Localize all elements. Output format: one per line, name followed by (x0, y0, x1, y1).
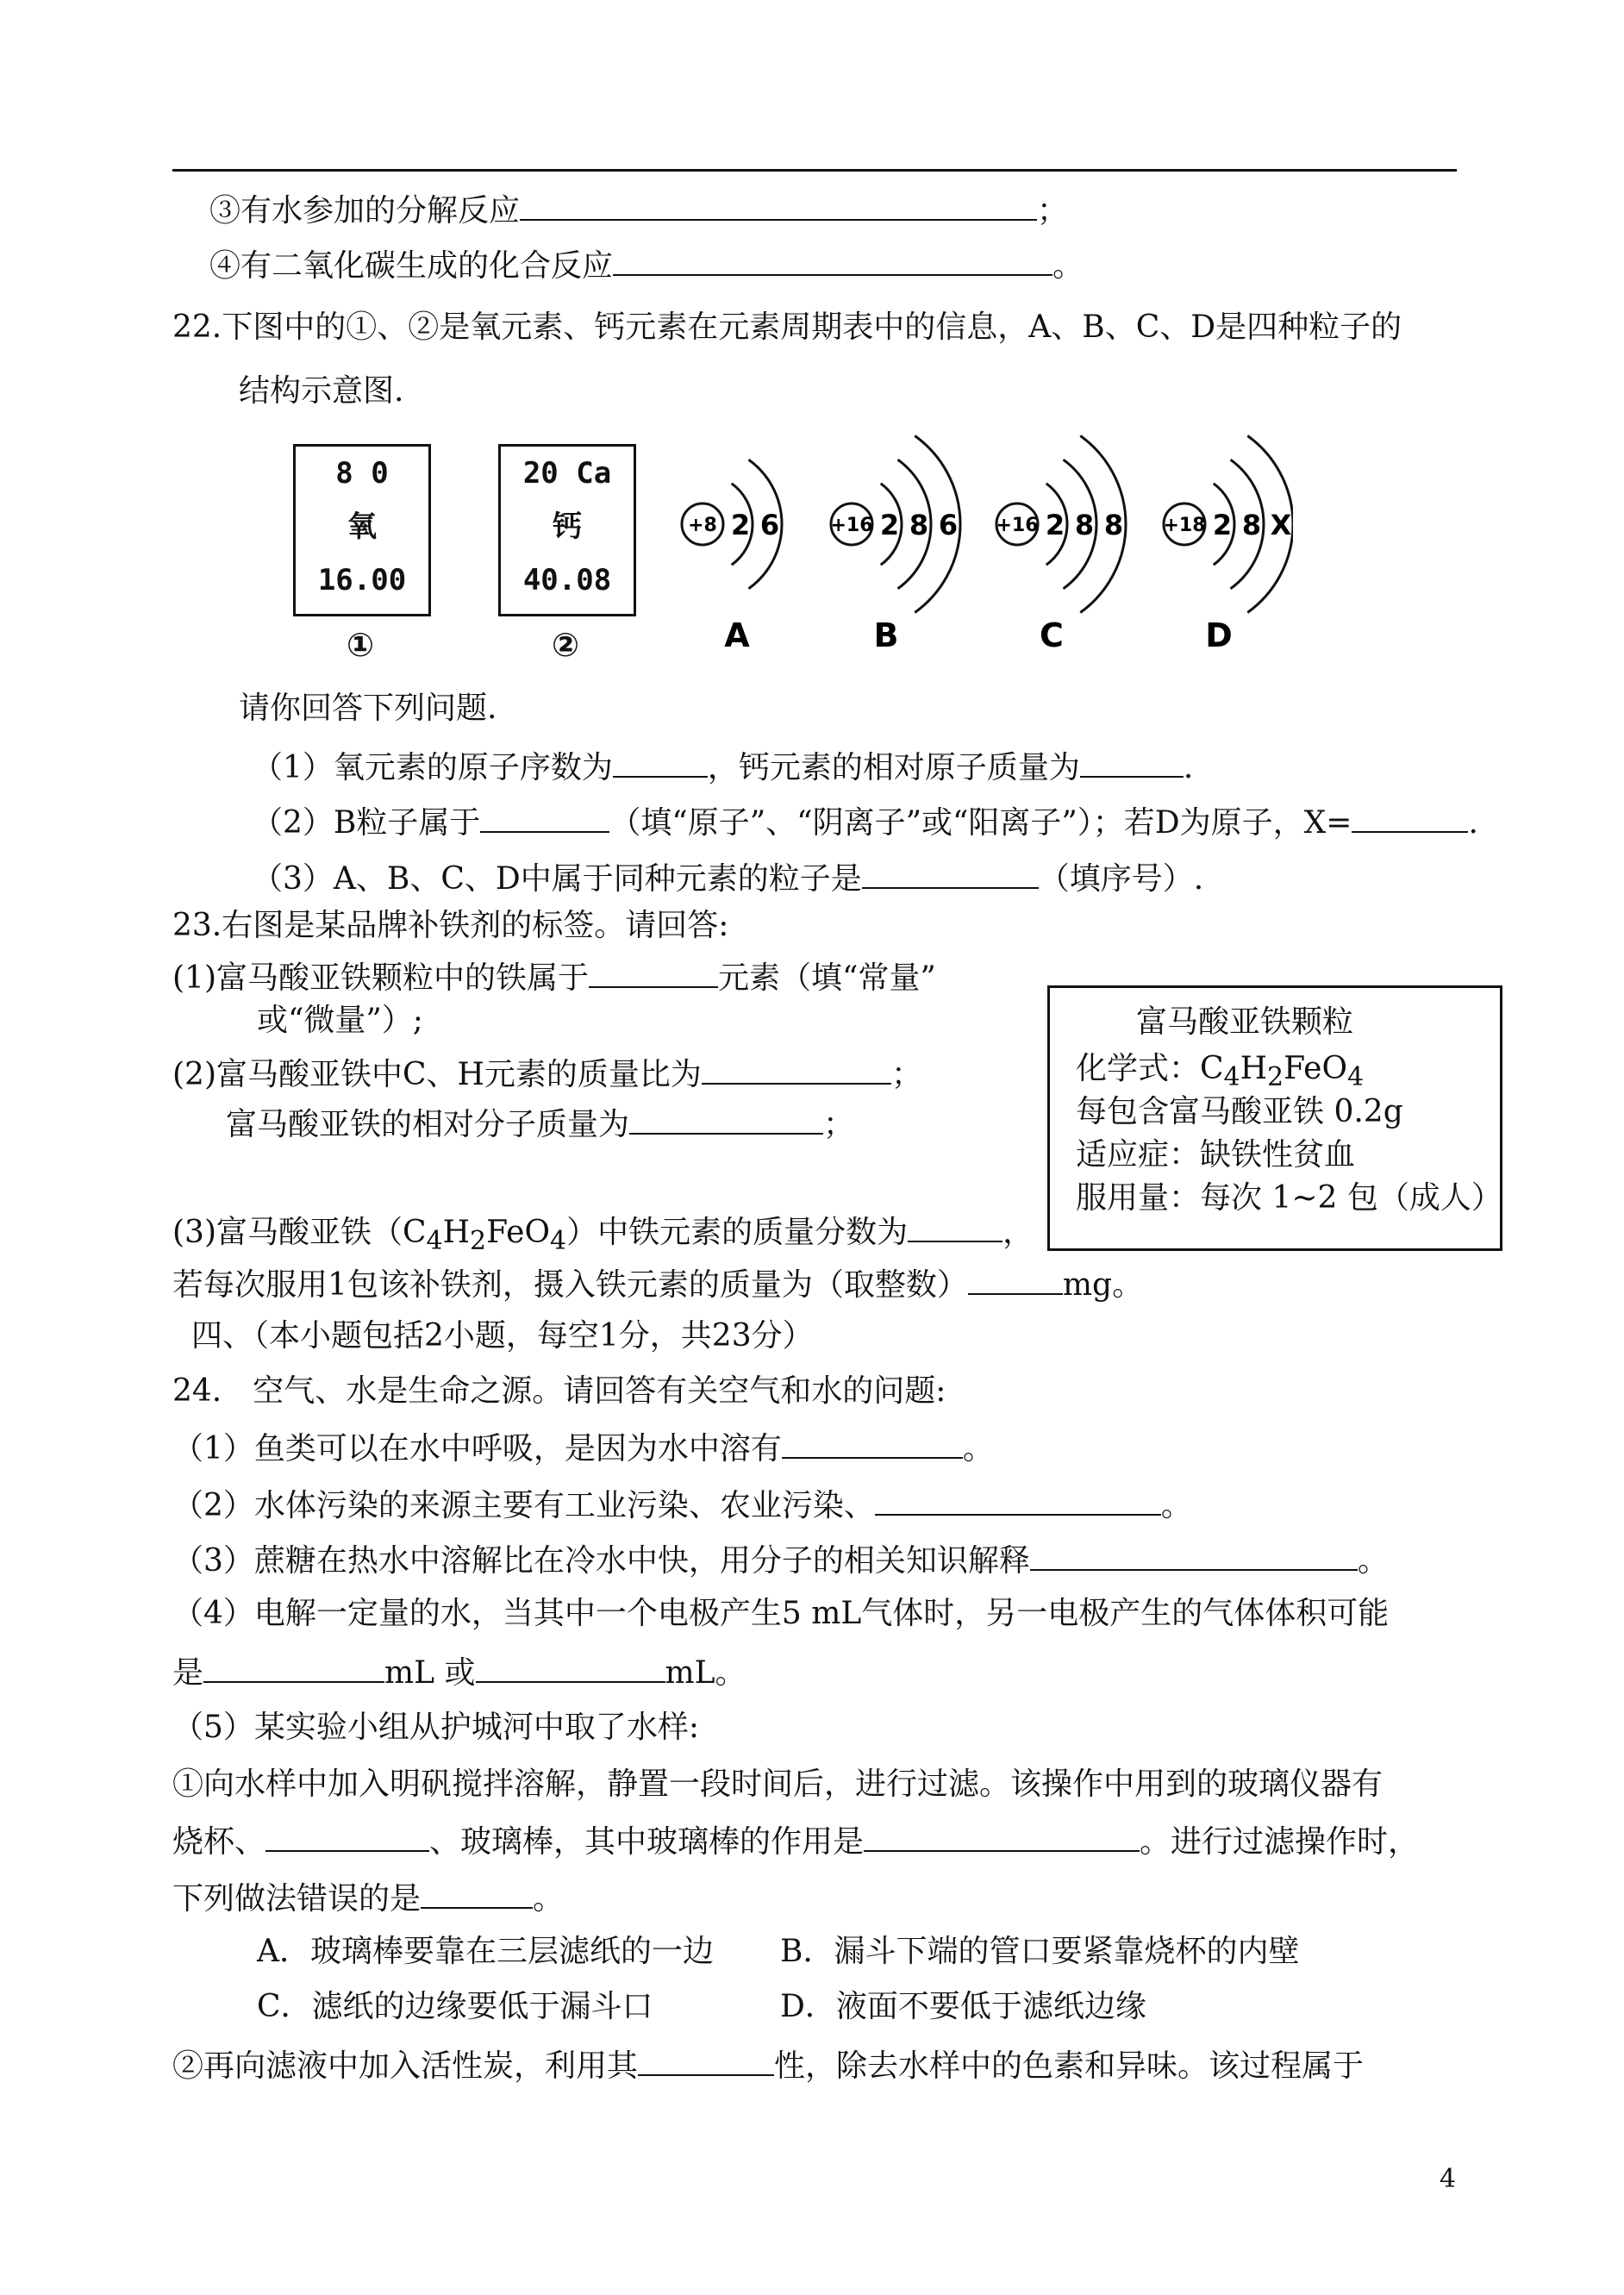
q24-sub5: （5）某实验小组从护城河中取了水样: (172, 1710, 700, 1745)
q23-sub3: (3)富马酸亚铁$(C_4H_2FeO_4)$中铁元素的质量分数为 ， (172, 1211, 1034, 1260)
q24-sub5-step1-cont: 烧杯、 、玻璃棒，其中玻璃棒的作用是 。进行过滤操作时， (172, 1821, 1419, 1861)
atomic-mass: 40.08 (522, 563, 612, 597)
particle-label: B (873, 616, 899, 654)
label-indication: 适应症：缺铁性贫血 (1076, 1137, 1356, 1173)
q23-sub1-cont: 或“微量”）; (257, 1003, 423, 1038)
header-rule (172, 169, 1457, 172)
q21-item3: ③有水参加的分解反应 ； (209, 190, 1068, 230)
shell-electron-count: 8 (1103, 509, 1124, 541)
shell-electron-count: 2 (1212, 509, 1233, 541)
nucleus-charge: +16 (830, 515, 873, 536)
q22-intro-line1: 22.下图中的①、②是氧元素、钙元素在元素周期表中的信息，A、B、C、D是四种粒子的 (172, 310, 1402, 345)
answer-blank[interactable] (875, 1485, 1161, 1516)
element-card-label: ② (552, 626, 580, 664)
q24-sub5-step1: ①向水样中加入明矾搅拌溶解，静置一段时间后，进行过滤。该操作中用到的玻璃仪器有 (172, 1767, 1384, 1802)
answer-blank[interactable] (782, 1428, 963, 1459)
answer-blank[interactable] (613, 747, 708, 778)
atomic-number: 20 Ca (522, 456, 612, 491)
q24-sub5-step1-cont2: 下列做法错误的是 。 (172, 1878, 564, 1918)
option-a[interactable]: A．玻璃棒要靠在三层滤纸的一边 (257, 1934, 714, 1969)
q23-sub3-cont: 若每次服用1包该补铁剂，摄入铁元素的质量为（取整数） mg。 (172, 1264, 1143, 1304)
q22-prompt: 请你回答下列问题. (239, 691, 497, 726)
q24-sub4-cont: 是 mL 或 mL。 (172, 1652, 746, 1692)
particle-b (830, 436, 960, 654)
shell-electron-count: 6 (759, 509, 780, 541)
answer-blank[interactable] (613, 245, 1052, 276)
shell-electron-count: 2 (879, 509, 900, 541)
atomic-number: 8 0 (335, 456, 389, 491)
option-c[interactable]: C．滤纸的边缘要低于漏斗口 (257, 1989, 653, 2024)
answer-blank[interactable] (968, 1264, 1063, 1295)
nucleus-charge: +8 (688, 515, 717, 536)
answer-blank[interactable] (864, 1821, 1140, 1852)
label-formula: 化学式：$C_4H_2FeO_4$ (1076, 1051, 1365, 1093)
shell-electron-count: 6 (938, 509, 959, 541)
particle-c (996, 436, 1126, 654)
q24-intro: 24. 空气、水是生命之源。请回答有关空气和水的问题: (172, 1373, 946, 1409)
answer-blank[interactable] (1080, 747, 1184, 778)
particle-structure-diagrams (664, 431, 1293, 672)
q21-item4: ④有二氧化碳生成的化合反应 。 (209, 245, 1084, 285)
answer-blank[interactable] (476, 1652, 665, 1683)
q22-sub1: （1）氧元素的原子序数为 ，钙元素的相对原子质量为 . (252, 747, 1193, 787)
atomic-mass: 16.00 (317, 563, 407, 597)
answer-blank[interactable] (638, 2045, 774, 2076)
option-d[interactable]: D．液面不要低于滤纸边缘 (780, 1989, 1146, 2024)
particle-d (1163, 436, 1293, 654)
shell-electron-count: 2 (1045, 509, 1065, 541)
q22-intro-line2: 结构示意图. (239, 373, 404, 409)
q23-sub2: (2)富马酸亚铁中C、H元素的质量比为 ； (172, 1054, 922, 1094)
element-card-calcium (498, 444, 636, 616)
shell-electron-count: 2 (730, 509, 751, 541)
shell-electron-count: 8 (1074, 509, 1095, 541)
q24-sub4: （4）电解一定量的水，当其中一个电极产生5 mL气体时，另一电极产生的气体体积可能 (172, 1596, 1390, 1631)
shell-electron-count: X (1270, 509, 1292, 541)
answer-blank[interactable] (480, 802, 609, 833)
q24-sub5-step2: ②再向滤液中加入活性炭，利用其 性，除去水样中的色素和异味。该过程属于 (172, 2045, 1364, 2086)
answer-blank[interactable] (862, 858, 1039, 889)
answer-blank[interactable] (520, 190, 1037, 221)
nucleus-charge: +16 (996, 515, 1039, 536)
label-title: 富马酸亚铁颗粒 (1136, 1004, 1354, 1040)
answer-blank[interactable] (908, 1211, 1003, 1242)
answer-blank[interactable] (1352, 802, 1468, 833)
q24-sub3: （3）蔗糖在热水中溶解比在冷水中快，用分子的相关知识解释 。 (172, 1540, 1389, 1580)
particle-label: A (724, 616, 750, 654)
page-number: 4 (1440, 2164, 1457, 2194)
element-name: 钙 (553, 510, 582, 544)
q23-sub2-cont: 富马酸亚铁的相对分子质量为 ； (226, 1104, 854, 1144)
answer-blank[interactable] (629, 1104, 823, 1135)
shell-electron-count: 8 (909, 509, 929, 541)
q23-intro: 23.右图是某品牌补铁剂的标签。请回答: (172, 908, 729, 943)
q22-sub2: （2）B粒子属于 （填“原子”、“阴离子”或“阳离子”）；若D为原子，X= . (252, 802, 1478, 842)
answer-blank[interactable] (589, 957, 718, 988)
label-usage: 服用量：每次 1~2 包（成人） (1076, 1180, 1502, 1216)
element-card-label: ① (347, 626, 375, 664)
nucleus-charge: +18 (1163, 515, 1206, 536)
answer-blank[interactable] (203, 1652, 384, 1683)
answer-blank[interactable] (421, 1878, 533, 1909)
supplement-label (1047, 985, 1502, 1251)
answer-blank[interactable] (1030, 1540, 1358, 1571)
q23-sub1: (1)富马酸亚铁颗粒中的铁属于 元素（填“常量” (172, 957, 936, 997)
label-dose: 每包含富马酸亚铁 0.2g (1076, 1094, 1403, 1129)
answer-blank[interactable] (702, 1054, 891, 1085)
shell-electron-count: 8 (1241, 509, 1262, 541)
section-heading: 四、（本小题包括2小题，每空1分，共23分） (191, 1318, 814, 1354)
q22-sub3: （3）A、B、C、D中属于同种元素的粒子是 （填序号）. (252, 858, 1203, 898)
particle-label: C (1040, 616, 1064, 654)
particle-label: D (1205, 616, 1233, 654)
q24-sub2: （2）水体污染的来源主要有工业污染、农业污染、 。 (172, 1485, 1192, 1525)
option-b[interactable]: B．漏斗下端的管口要紧靠烧杯的内壁 (780, 1934, 1300, 1969)
element-name: 氧 (347, 510, 377, 544)
q24-sub1: （1）鱼类可以在水中呼吸，是因为水中溶有 。 (172, 1428, 994, 1468)
answer-blank[interactable] (265, 1821, 429, 1852)
element-card-oxygen (293, 444, 431, 616)
particle-a (682, 460, 782, 654)
